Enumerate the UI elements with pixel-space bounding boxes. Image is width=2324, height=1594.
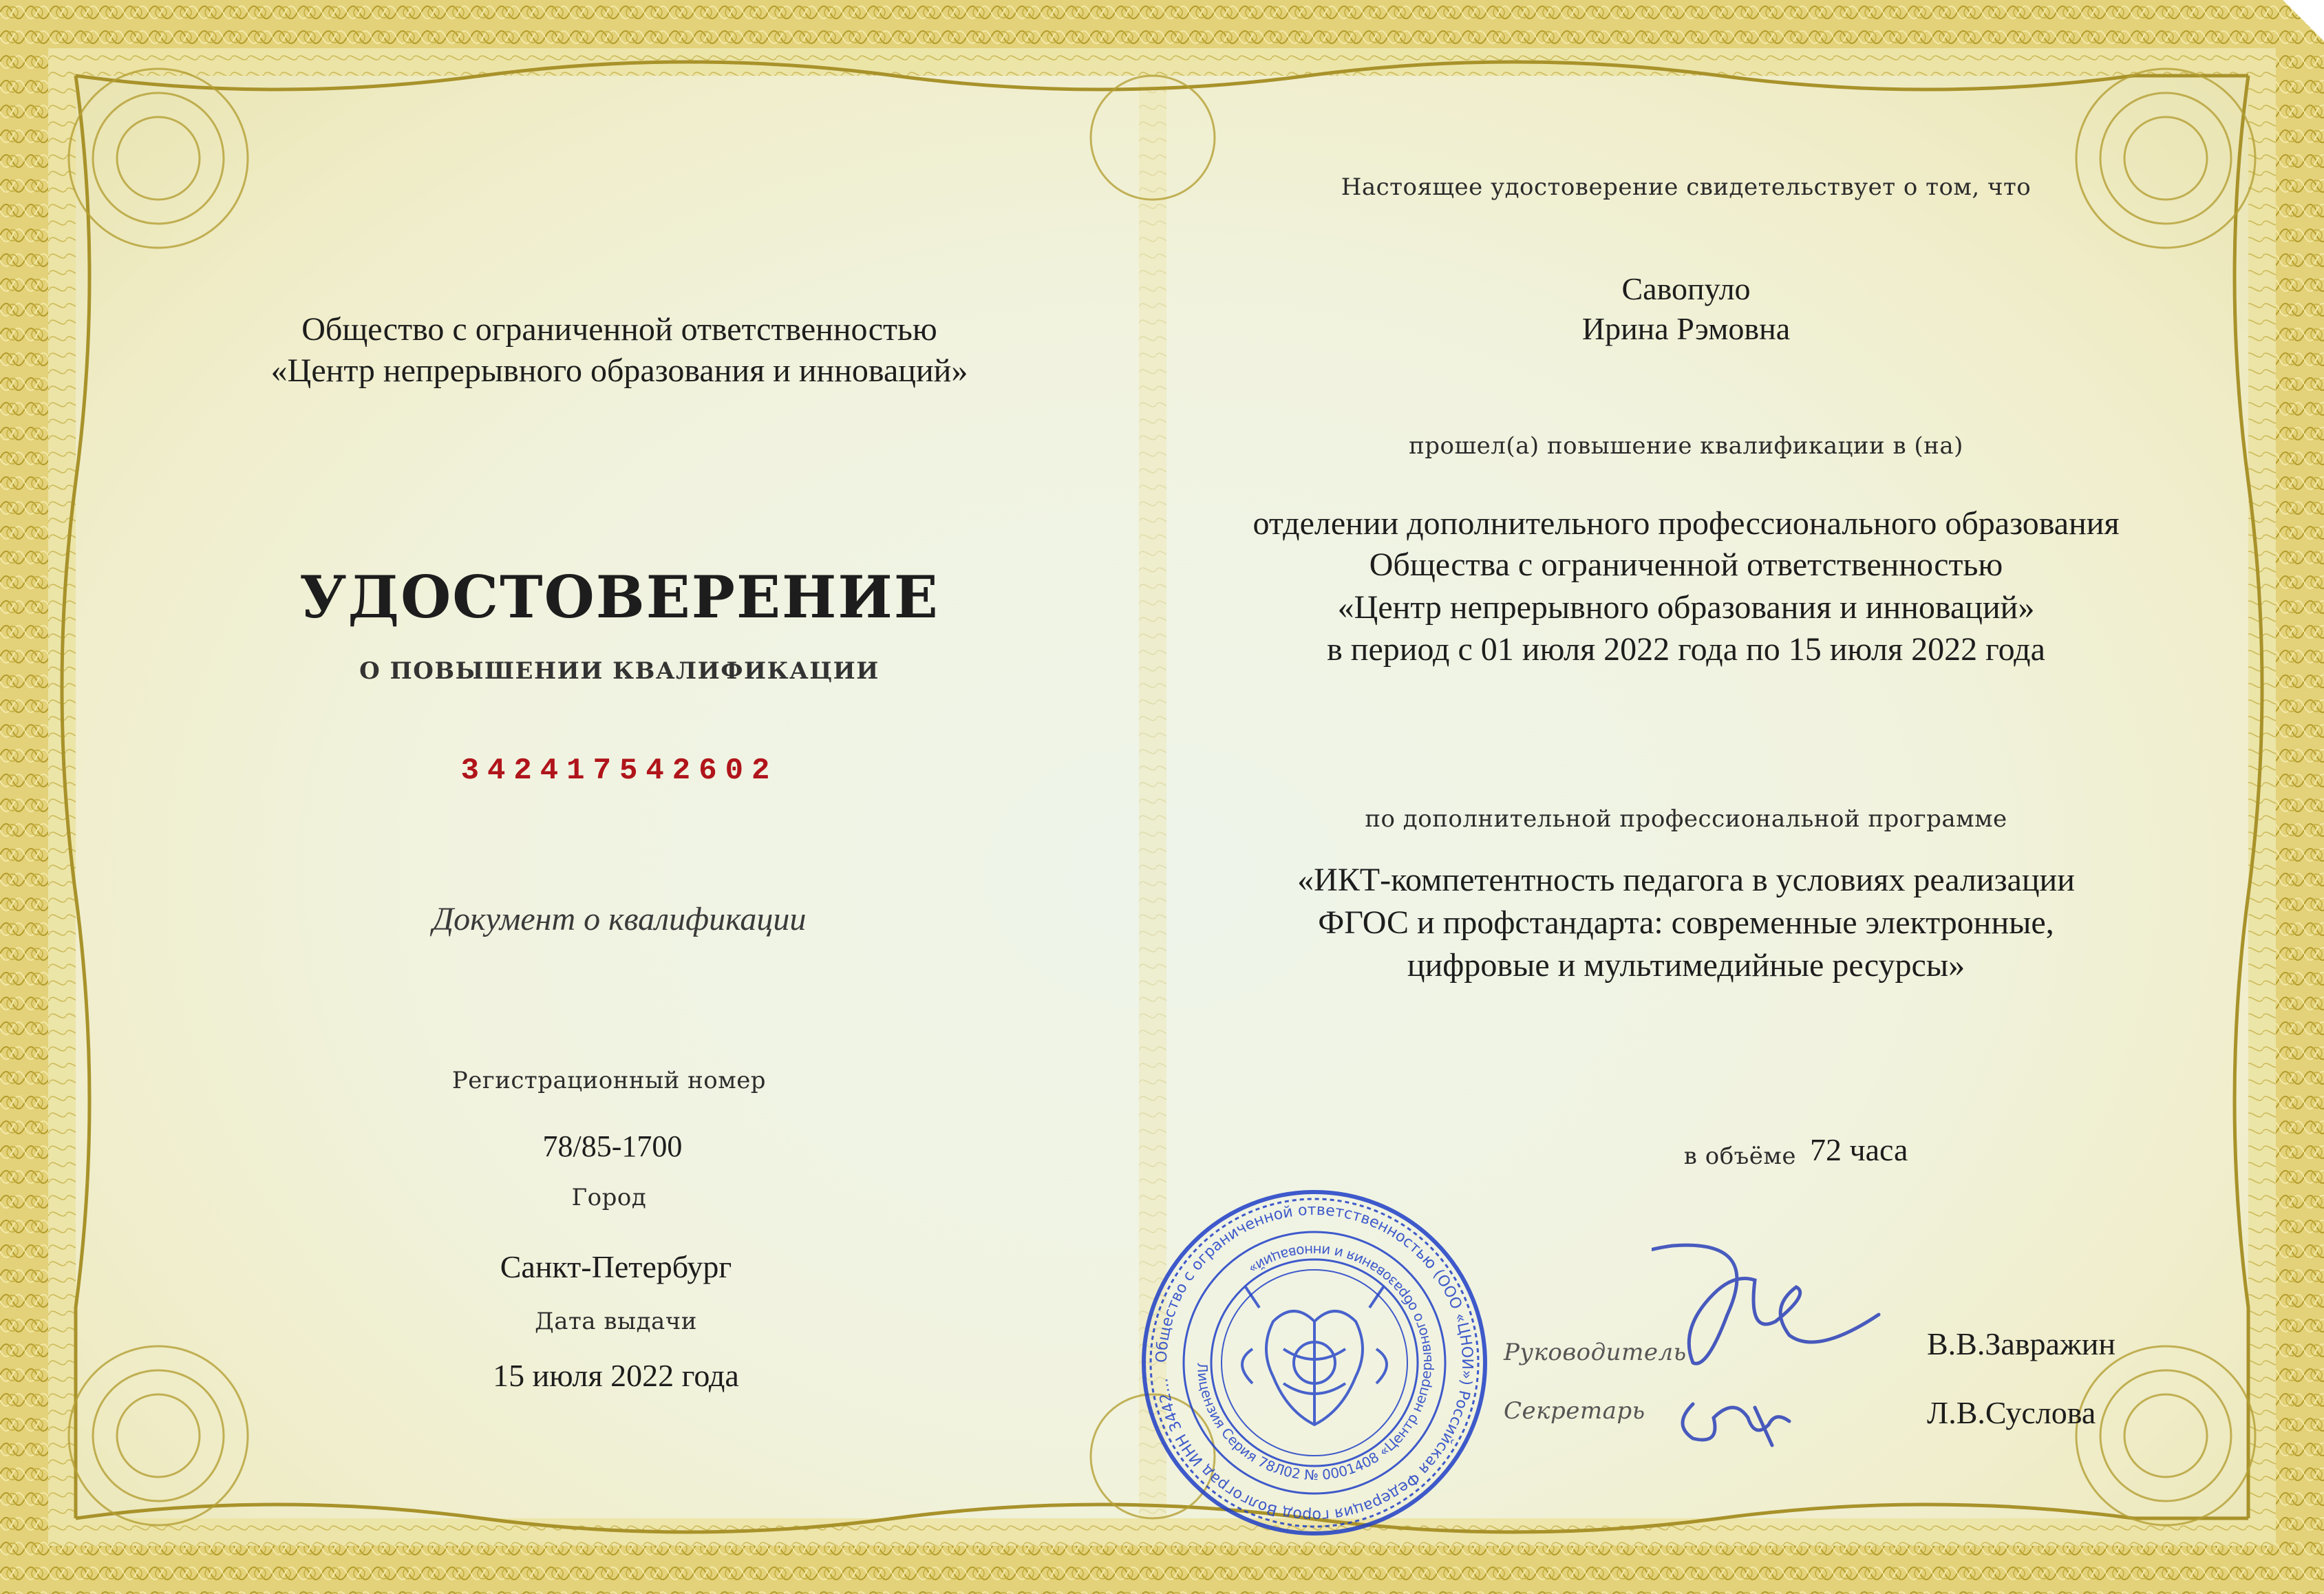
program-line-2: ФГОС и профстандарта: современные электронные, — [1318, 904, 2054, 941]
city: Санкт-Петербург — [500, 1249, 732, 1284]
document-type: Документ о квалификации — [432, 901, 807, 937]
svg-text:Общество с ограниченной ответс: Общество с ограниченной ответственностью (ООО «ЦНОИ») Российская Федерация город Волгоград ИНН 3442... — [1153, 1201, 1476, 1524]
issue-date: 15 июля 2022 года — [493, 1358, 739, 1393]
institution-line-3: «Центр непрерывного образования и инноваций» — [1337, 589, 2035, 626]
organization-line-2: «Центр непрерывного образования и инноваций» — [270, 352, 968, 389]
program-label: по дополнительной профессиональной программе — [1365, 805, 2007, 833]
director-name: В.В.Завражин — [1927, 1326, 2115, 1361]
passed-text: прошел(а) повышение квалификации в (на) — [1409, 432, 1963, 460]
volume-hours: 72 часа — [1810, 1132, 1908, 1167]
recipient-surname: Савопуло — [1621, 271, 1751, 306]
recipient-given-names: Ирина Рэмовна — [1581, 311, 1791, 346]
city-label: Город — [571, 1184, 647, 1211]
certificate-subtitle: О ПОВЫШЕНИИ КВАЛИФИКАЦИИ — [359, 657, 880, 685]
secretary-label: Секретарь — [1504, 1397, 1645, 1425]
organization-seal-stamp — [1136, 1184, 1493, 1542]
secretary-name: Л.В.Суслова — [1927, 1395, 2096, 1430]
institution-line-1: отделении дополнительного профессионального образования — [1252, 505, 2120, 542]
volume-label: в объёме — [1683, 1143, 1796, 1170]
director-label: Руководитель — [1504, 1339, 1687, 1366]
study-period: в период с 01 июля 2022 года по 15 июля 2022 года — [1327, 631, 2045, 668]
institution-line-2: Общества с ограниченной ответственностью — [1369, 546, 2003, 583]
program-line-1: «ИКТ-компетентность педагога в условиях реализации — [1297, 862, 2075, 898]
reg-number: 78/85-1700 — [542, 1129, 683, 1163]
serial-number: 342417542602 — [460, 754, 778, 788]
reg-number-label: Регистрационный номер — [451, 1067, 767, 1094]
certificate-title: УДОСТОВЕРЕНИЕ — [299, 563, 939, 631]
issue-date-label: Дата выдачи — [535, 1308, 697, 1335]
svg-text:Лицензия Серия 78Л02 № 0001408: Лицензия Серия 78Л02 № 0001408 «Центр непрерывного образования и инноваций» — [1193, 1242, 1436, 1484]
program-line-3: цифровые и мультимедийные ресурсы» — [1407, 947, 1965, 984]
page-corner-fold — [2283, 0, 2324, 41]
handwritten-signatures — [1652, 1232, 1899, 1487]
intro-text: Настоящее удостоверение свидетельствует о том, что — [1341, 173, 2032, 201]
organization-line-1: Общество с ограниченной ответственностью — [301, 311, 937, 348]
